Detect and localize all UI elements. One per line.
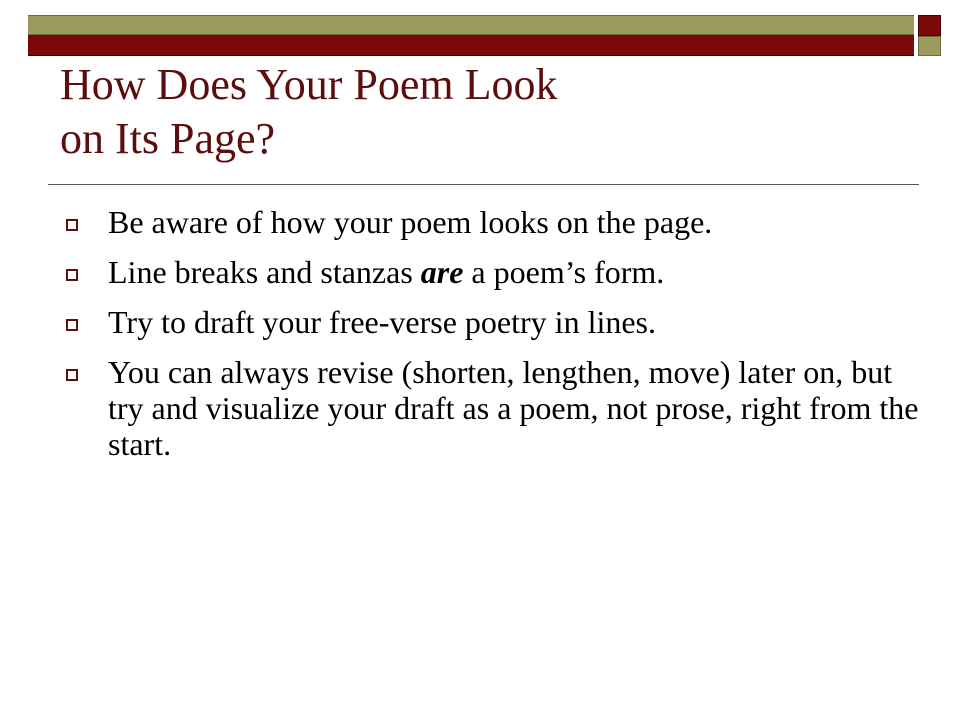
hollow-square-bullet-icon [66,369,78,381]
bullet-list [60,204,930,476]
hollow-square-bullet-icon [66,269,78,281]
hollow-square-bullet-icon [66,319,78,331]
bullet-text-end: a poem’s form. [463,254,665,290]
corner-block-olive [918,36,941,56]
slide-title-line-2: on Its Page? [60,114,276,163]
bullet-item-3 [60,304,930,340]
bullet-text-emphasis: are [420,254,464,290]
slide-title [60,58,920,166]
bullet-text [108,254,664,290]
bullet-text: You can always revise (shorten, lengthen, move) later on, but try and visualize your draft as a poem, not prose, right from the start. [108,354,919,462]
bullet-item-2 [60,254,930,290]
slide-title-line-1: How Does Your Poem Look [60,60,558,109]
bullet-item-4 [60,354,930,462]
hollow-square-bullet-icon [66,219,78,231]
bullet-item-1 [60,204,930,240]
corner-block-maroon [918,15,941,36]
header-band-maroon [28,35,914,56]
header-band-olive [28,15,914,35]
bullet-text: Try to draft your free-verse poetry in lines. [108,304,656,340]
title-divider [48,184,919,185]
bullet-text: Be aware of how your poem looks on the page. [108,204,713,240]
bullet-text-start: Line breaks and stanzas [108,254,421,290]
